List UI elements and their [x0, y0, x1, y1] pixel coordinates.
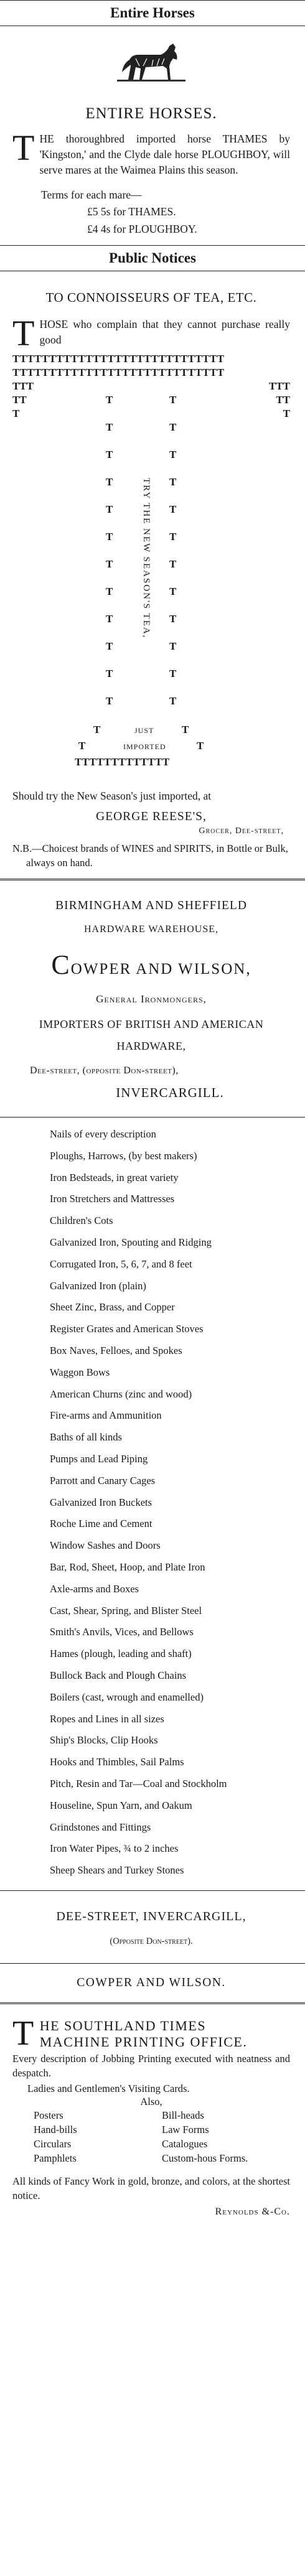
southland-head-2: MACHINE PRINTING OFFICE.: [39, 2033, 248, 2050]
hardware-item: Galvanized Iron (plain): [50, 1279, 146, 1292]
tea-vertical-slogan: TRY THE NEW SEASON'S TEA,: [141, 477, 151, 639]
t-stem-r-10: T: [169, 640, 177, 652]
t-stem-r-3: T: [169, 449, 177, 460]
tea-ad-intro: [12, 313, 290, 353]
job-left: Circulars: [34, 2137, 72, 2150]
horse-dropcap: T: [12, 128, 35, 168]
hardware-item: Iron Stretchers and Mattresses: [50, 1193, 175, 1205]
divider: [0, 2002, 305, 2004]
tea-nota-bene: N.B.—Choicest brands of WINES and SPIRITS, in Bottle or Bulk, always on hand.: [12, 842, 288, 869]
firm-rest: OWPER AND WILSON,: [70, 961, 251, 978]
t-row-top-2: TTTTTTTTTTTTTTTTTTTTTTTTTTTTT: [12, 366, 225, 378]
horse-terms: Terms for each mare—: [41, 189, 142, 201]
t-right-mid: TT: [276, 394, 290, 406]
hardware-item: Children's Cots: [50, 1215, 113, 1227]
t-stem-l-12: T: [106, 695, 113, 707]
hardware-item: Window Sashes and Doors: [50, 1539, 161, 1552]
divider: [0, 1963, 305, 1964]
t-stem-l-8: T: [106, 586, 113, 597]
hardware-item: Register Grates and American Stoves: [50, 1323, 204, 1335]
hardware-address: Dee-street, (opposite Don-street),: [30, 1065, 179, 1076]
grocer-address: Grocer, Dee-street,: [199, 826, 284, 836]
general-ironmongers: General Ironmongers,: [96, 993, 207, 1005]
southland-dropcap: T: [12, 2014, 35, 2053]
t-stem-l-4: T: [106, 476, 113, 488]
t-stem-l-3: T: [106, 449, 113, 460]
footer-firm: COWPER AND WILSON.: [77, 1976, 226, 1989]
t-base-l-2: T: [78, 740, 86, 752]
tea-just: JUST: [134, 726, 154, 735]
southland-also: Also,: [140, 2095, 162, 2107]
horse-icon: [117, 41, 185, 90]
hardware-item: Ropes and Lines in all sizes: [50, 1712, 164, 1725]
t-stem-l-1: T: [106, 394, 113, 406]
hardware-item: Grindstones and Fittings: [50, 1821, 151, 1833]
t-stem-l-6: T: [106, 531, 113, 543]
hardware-title-1: BIRMINGHAM AND SHEFFIELD: [55, 899, 247, 912]
grocer-name: GEORGE REESE'S,: [96, 810, 207, 823]
entire-horses-ad: [0, 26, 305, 238]
section-heading-public-notices: Public Notices: [0, 245, 305, 271]
southland-cards: Ladies and Gentlemen's Visiting Cards.: [27, 2082, 190, 2094]
hardware-item: Baths of all kinds: [50, 1431, 122, 1444]
t-base-r-2: T: [197, 740, 204, 752]
hardware-item: Roche Lime and Cement: [50, 1518, 152, 1530]
hardware-item: Bar, Rod, Sheet, Hoop, and Plate Iron: [50, 1561, 205, 1573]
t-stem-l-9: T: [106, 613, 113, 625]
tea-imported: IMPORTED: [123, 742, 166, 751]
hardware-title-2: HARDWARE WAREHOUSE,: [83, 924, 219, 935]
t-stem-r-4: T: [169, 476, 177, 488]
hardware-item: Houseline, Spun Yarn, and Oakum: [50, 1799, 192, 1811]
hardware-item: Hames (plough, leading and shaft): [50, 1648, 192, 1660]
t-stem-r-1: T: [169, 394, 177, 406]
t-stem-l-11: T: [106, 668, 113, 679]
t-base-l-1: T: [93, 724, 101, 735]
horse-ad-title: ENTIRE HORSES.: [85, 105, 217, 122]
divider: [0, 1890, 305, 1891]
t-base-r-1: T: [182, 724, 189, 735]
t-left-low: T: [12, 408, 20, 419]
hardware-item: Sheet Zinc, Brass, and Copper: [50, 1301, 175, 1314]
t-stem-r-6: T: [169, 531, 177, 543]
firm-name: [12, 949, 290, 981]
southland-times-ad: [0, 2014, 305, 2218]
hardware-item: Hooks and Thimbles, Sail Palms: [50, 1756, 184, 1768]
t-stem-r-5: T: [169, 503, 177, 515]
hardware-ad: [0, 899, 305, 1990]
t-stem-r-2: T: [169, 421, 177, 433]
hardware-item: Axle-arms and Boxes: [50, 1582, 139, 1595]
tea-t-figure: [12, 353, 290, 826]
hardware-item-list: [12, 1118, 290, 1882]
hardware-item: Pitch, Resin and Tar—Coal and Stockholm: [50, 1777, 227, 1790]
job-right: Law Forms: [162, 2123, 209, 2135]
horse-ad-body: [12, 128, 290, 178]
hardware-item: Parrott and Canary Cages: [50, 1474, 156, 1486]
southland-heading: [12, 2014, 290, 2053]
southland-fancy: All kinds of Fancy Work in gold, bronze, and colors, at the shortest notice.: [12, 2175, 290, 2201]
hardware-item: Corrugated Iron, 5, 6, 7, and 8 feet: [50, 1258, 192, 1270]
hardware-town: INVERCARGILL.: [116, 1085, 224, 1100]
hardware-item: Fire-arms and Ammunition: [50, 1409, 162, 1422]
importers-line-2: HARDWARE,: [116, 1040, 186, 1052]
horse-ad-text: HE thoroughbred imported horse THAMES by 'Kingston,' and the Clyde dale horse PLOUGHBOY, will serve mares at the Waimea Plains this season.: [39, 133, 290, 176]
tea-ad-title: TO CONNOISSEURS OF TEA, ETC.: [45, 290, 257, 305]
tea-intro-text: HOSE who complain that they cannot purchase really good: [39, 318, 290, 346]
section-heading-entire-horses: Entire Horses: [0, 0, 305, 26]
t-stem-l-10: T: [106, 640, 113, 652]
hardware-item: Waggon Bows: [50, 1366, 110, 1378]
southland-body: Every description of Jobbing Printing executed with neatness and despatch.: [12, 2052, 290, 2079]
hardware-item: Cast, Shear, Spring, and Blister Steel: [50, 1604, 202, 1617]
hardware-item: Ploughs, Harrows, (by best makers): [50, 1149, 197, 1162]
t-left-top: TTT: [12, 380, 34, 392]
importers-line-1: IMPORTERS OF BRITISH AND AMERICAN: [39, 1018, 264, 1030]
hardware-item: Iron Bedsteads, in great variety: [50, 1171, 179, 1183]
job-left: Posters: [34, 2109, 63, 2121]
t-stem-r-12: T: [169, 695, 177, 707]
t-row-bottom: TTTTTTTTTTTTT: [75, 756, 170, 768]
job-left: Hand-bills: [34, 2123, 77, 2135]
hardware-item: Smith's Anvils, Vices, and Bellows: [50, 1626, 194, 1638]
footer-address: DEE-STREET, INVERCARGILL,: [56, 1909, 246, 1923]
southland-head-1: HE SOUTHLAND TIMES: [39, 2017, 207, 2033]
southland-signature: Reynolds &-Co.: [215, 2206, 290, 2217]
t-right-low: T: [283, 408, 290, 419]
tea-dropcap: T: [12, 313, 35, 353]
price-ploughboy: £4 4s for PLOUGHBOY.: [87, 223, 197, 235]
t-stem-r-11: T: [169, 668, 177, 679]
t-stem-r-9: T: [169, 613, 177, 625]
hardware-item: Nails of every description: [50, 1128, 156, 1140]
hardware-item: Ship's Blocks, Clip Hooks: [50, 1734, 158, 1747]
hardware-item: Sheep Shears and Turkey Stones: [50, 1864, 184, 1877]
horse-woodcut: [12, 26, 290, 96]
footer-opposite: (Opposite Don-street).: [110, 1936, 193, 1946]
firm-dropcap: C: [51, 950, 71, 980]
t-row-top-1: TTTTTTTTTTTTTTTTTTTTTTTTTTTTT: [12, 353, 225, 365]
job-right: Custom-hous Forms.: [162, 2152, 248, 2164]
job-right: Catalogues: [162, 2137, 208, 2150]
hardware-item: Box Naves, Felloes, and Spokes: [50, 1344, 182, 1356]
t-left-mid: TT: [12, 394, 27, 406]
hardware-item: Iron Water Pipes, ¾ to 2 inches: [50, 1842, 179, 1855]
tea-ad: [0, 290, 305, 870]
southland-job-list: [12, 2108, 290, 2165]
t-stem-l-2: T: [106, 421, 113, 433]
hardware-item: Galvanized Iron, Spouting and Ridging: [50, 1236, 212, 1248]
hardware-item: Boilers (cast, wrough and enamelled): [50, 1691, 204, 1703]
t-right-top: TTT: [268, 380, 290, 392]
hardware-item: Pumps and Lead Piping: [50, 1452, 148, 1465]
job-right: Bill-heads: [162, 2109, 204, 2121]
price-thames: £5 5s for THAMES.: [87, 205, 176, 218]
hardware-item: Bullock Back and Plough Chains: [50, 1669, 187, 1681]
t-stem-r-7: T: [169, 558, 177, 570]
job-left: Pamphlets: [34, 2152, 77, 2164]
divider: [0, 879, 305, 880]
tea-ad-after: Should try the New Season's just imported, at: [12, 790, 212, 802]
t-stem-r-8: T: [169, 586, 177, 597]
t-stem-l-5: T: [106, 503, 113, 515]
hardware-item: American Churns (zinc and wood): [50, 1388, 192, 1400]
t-stem-l-7: T: [106, 558, 113, 570]
hardware-item: Galvanized Iron Buckets: [50, 1496, 152, 1508]
